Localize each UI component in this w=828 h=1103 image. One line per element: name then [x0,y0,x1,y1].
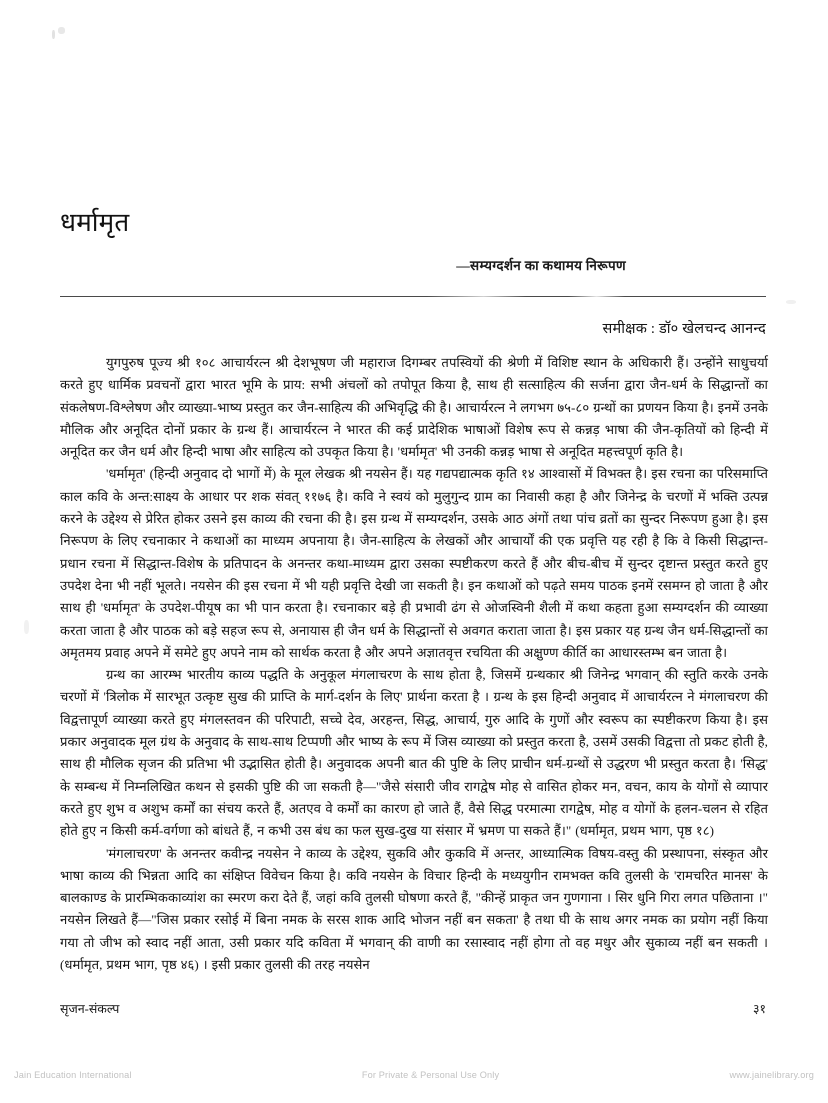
body-paragraph: युगपुरुष पूज्य श्री १०८ आचार्यरत्न श्री देशभूषण जी महाराज दिगम्बर तपस्वियों की श्रेणी में विशिष्ट स्थान के अधिकारी हैं। उन्होंने साधुचर्या करते हुए धार्मिक प्रवचनों द्वारा भारत भूमि के प्राय: सभी अंचलों को तपोपूत किया है, साथ ही सत्साहित्य की सर्जना द्वारा जैन-धर्म के सिद्धान्तों का संकलेषण-विश्लेषण और व्याख्या-भाष्य प्रस्तुत कर जैन-साहित्य की अभिवृद्धि की है। आचार्यरत्न ने लगभग ७५-८० ग्रन्थों का प्रणयन किया है। इनमें उनके मौलिक और अनूदित दोनों प्रकार के ग्रन्थ हैं। आचार्यरत्न ने भारत की कई प्रादेशिक भाषाओं विशेष रूप से कन्नड़ भाषा की जैन-कृतियों को हिन्दी में अनूदित कर जैन धर्म और हिन्दी भाषा और साहित्य को उपकृत किया है। 'धर्मामृत' भी उनकी कन्नड़ भाषा से अनूदित महत्त्वपूर्ण कृति है। [60,355,768,460]
reviewer-byline: समीक्षक : डॉ० खेलचन्द आनन्द [602,321,766,337]
body-paragraph: ग्रन्थ का आरम्भ भारतीय काव्य पद्धति के अनुकूल मंगलाचरण के साथ होता है, जिसमें ग्रन्थकार श्री जिनेन्द्र भगवान् की स्तुति करके उनके चरणों में 'त्रिलोक में सारभूत उत्कृष्ट सुख की प्राप्ति के मार्ग-दर्शन के लिए' प्रार्थना करता है । ग्रन्थ के इस हिन्दी अनुवाद में आचार्यरत्न ने मंगलाचरण की विद्वत्तापूर्ण व्याख्या करते हुए मंगलस्तवन की परिपाटी, सच्चे देव, अरहन्त, सिद्ध, आचार्य, गुरु आदि के गुणों और स्वरूप का स्पष्टीकरण किया है। इस प्रकार अनुवादक मूल ग्रंथ के अनुवाद के साथ-साथ टिप्पणी और भाष्य के रूप में जिस व्याख्या को प्रस्तुत करता है, उसमें उसकी विद्वत्ता तो प्रकट होती है, साथ ही मौलिक सृजन की प्रतिभा भी उद्भासित होती है। अनुवादक अपनी बात की पुष्टि के लिए प्राचीन धर्म-ग्रन्थों से उद्धरण भी प्रस्तुत करता है। 'सिद्ध' के सम्बन्ध में निम्नलिखित कथन से इसकी पुष्टि की जा सकती है—"जैसे संसारी जीव रागद्वेष मोह से वासित होकर मन, वचन, काय के योगों से व्यापार करते हुए शुभ व अशुभ कर्मों का संचय करते हैं, अतएव वे कर्मों का कारण हो जाते हैं, वैसे सिद्ध परमात्मा रागद्वेष, मोह व योगों के हलन-चलन से रहित होते हुए न किसी कर्म-वर्गणा को बांधते हैं, न कभी उस बंध का फल सुख-दुख या संसार में भ्रमण पा सकते हैं।" (धर्मामृत, प्रथम भाग, पृष्ठ १८) [60,667,768,839]
page-subtitle: —सम्यग्दर्शन का कथामय निरूपण [456,258,626,273]
scan-artifact [52,30,55,39]
library-footer-right: www.jainelibrary.org [729,1070,814,1080]
library-footer-center: For Private & Personal Use Only [361,1070,500,1080]
body-paragraph: 'मंगलाचरण' के अनन्तर कवीन्द्र नयसेन ने काव्य के उद्देश्य, सुकवि और कुकवि में अन्तर, आध्यात्मिक विषय-वस्तु की प्रस्थापना, संस्कृत और भाषा काव्य की भिन्नता आदि का संक्षिप्त विवेचन किया है। कवि नयसेन के विचार हिन्दी के मध्ययुगीन रामभक्त कवि तुलसी के 'रामचरित मानस' के बालकाण्ड के प्रारम्भिककाव्यांश का स्मरण करा देते हैं, जहां कवि तुलसी घोषणा करते हैं, "कीन्हें प्राकृत जन गुणगाना । सिर धुनि गिरा लगत पछिताना ।" नयसेन लिखते हैं—"जिस प्रकार रसोई में बिना नमक के सरस शाक आदि भोजन नहीं बन सकता' है तथा घी के साथ अगर नमक का प्रयोग नहीं किया गया तो जीभ को स्वाद नहीं आता, उसी प्रकार यदि कविता में भगवान् की वाणी का रसास्वाद नहीं होगा तो वह मधुर और सुकाव्य नहीं बन सकती । (धर्मामृत, प्रथम भाग, पृष्ठ ४६) । इसी प्रकार तुलसी की तरह नयसेन [60,845,769,973]
footer-journal-name: सृजन-संकल्प [60,1002,120,1016]
page-footer [60,1000,766,1017]
library-footer-bar [0,1070,828,1080]
scan-artifact [24,620,29,634]
footer-page-number: ३१ [752,1002,766,1016]
scan-artifact [786,300,796,304]
article-body [60,352,768,976]
page-title: धर्मामृत [60,208,130,238]
library-footer-left: Jain Education International [14,1070,132,1080]
scan-artifact [58,27,65,34]
horizontal-divider [60,296,766,297]
body-paragraph: 'धर्मामृत' (हिन्दी अनुवाद दो भागों में) के मूल लेखक श्री नयसेन हैं। यह गद्यपद्यात्मक कृति १४ आश्वासों में विभक्त है। इस रचना का परिसमाप्ति काल कवि के अन्त:साक्ष्य के आधार पर शक संवत् ११७६ है। कवि ने स्वयं को मुलुगुन्द ग्राम का निवासी कहा है और जिनेन्द्र के चरणों में भक्ति उत्पन्न करने के उद्देश्य से प्रेरित होकर उसने इस काव्य की रचना की है। इस ग्रन्थ में सम्यग्दर्शन, उसके आठ अंगों तथा पांच व्रतों का सुन्दर निरूपण हुआ है। इस निरूपण के लिए रचनाकार ने कथाओं का माध्यम अपनाया है। जैन-साहित्य के लेखकों और आचार्यों की एक प्रवृत्ति यह रही है कि वे किसी सिद्धान्त-प्रधान रचना में सिद्धान्त-विशेष के प्रतिपादन के अनन्तर कथा-माध्यम द्वारा उसका स्पष्टीकरण करते हैं और बीच-बीच में सुन्दर दृष्टान्त प्रस्तुत करते हुए उपदेश देना भी नहीं भूलते। नयसेन की इस रचना में भी यही प्रवृत्ति देखी जा सकती है। इन कथाओं को पढ़ते समय पाठक इनमें रसमग्न हो जाता है और साथ ही 'धर्मामृत' के उपदेश-पीयूष का भी पान करता है। रचनाकार बड़े ही प्रभावी ढंग से ओजस्विनी शैली में कथा कहता हुआ सम्यग्दर्शन की व्याख्या करता जाता है और पाठक को बड़े सहज रूप से, अनायास ही जैन धर्म के सिद्धान्तों से अवगत कराता जाता है। इस प्रकार यह ग्रन्थ जैन धर्म-सिद्धान्तों का अमृतमय प्रवाह अपने में समेटे हुए अपने नाम को सार्थक करता है और अपने अज्ञातवृत्त रचयिता की अक्षुण्ण कीर्ति का आधारस्तम्भ बन जाता है। [60,466,768,660]
